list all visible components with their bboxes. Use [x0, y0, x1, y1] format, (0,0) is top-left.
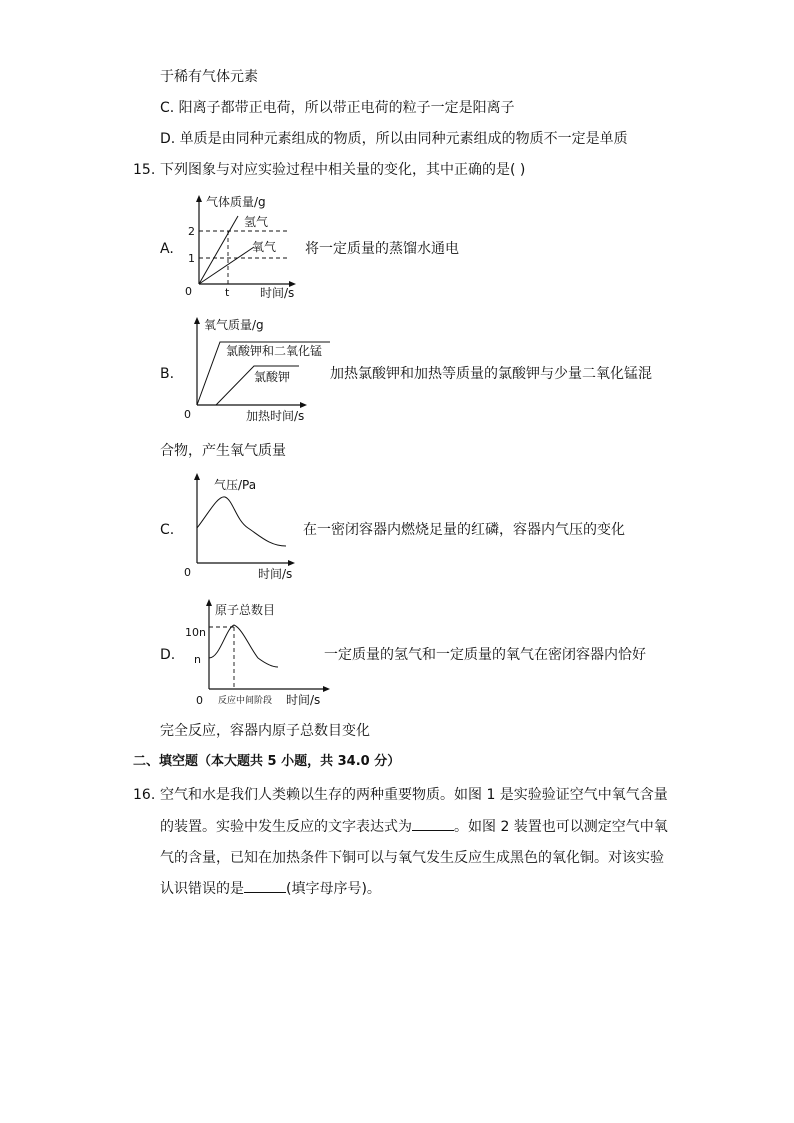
- graph-c-origin: 0: [184, 566, 191, 579]
- graph-a-tick-t: t: [225, 286, 230, 299]
- graph-d-y-arrow: [206, 599, 212, 606]
- graph-d-origin: 0: [196, 694, 203, 707]
- graph-c-pressure-curve: [197, 497, 286, 546]
- graph-a-origin: 0: [185, 285, 192, 298]
- graph-a-ylabel: 气体质量/g: [206, 195, 266, 209]
- graph-a-hydrogen-label: 氢气: [244, 215, 269, 229]
- question-16-line-2: [160, 818, 668, 836]
- option-c-letter: C.: [160, 522, 175, 538]
- option-c-text: C. 阳离子都带正电荷，所以带正电荷的粒子一定是阳离子: [160, 100, 515, 116]
- option-d-desc: 一定质量的氢气和一定质量的氧气在密闭容器内恰好: [324, 647, 646, 663]
- graph-b-xlabel: 加热时间/s: [246, 409, 305, 423]
- graph-d-tick-10n: 10n: [185, 626, 206, 639]
- graph-b-catalyst-label: 氯酸钾和二氧化锰: [226, 344, 323, 358]
- graph-d-atom-curve: [209, 625, 278, 667]
- question-16-line-3: 气的含量，已知在加热条件下铜可以与氧气发生反应生成黑色的氧化铜。对该实验: [160, 850, 664, 866]
- option-d-letter: D.: [160, 647, 176, 663]
- graph-d-xlabel: 时间/s: [286, 693, 321, 707]
- graph-a: [180, 192, 310, 302]
- graph-a-oxygen-line: [199, 247, 254, 284]
- graph-b-ylabel: 氧气质量/g: [204, 318, 264, 332]
- option-b-desc: 加热氯酸钾和加热等质量的氯酸钾与少量二氧化锰混: [330, 366, 652, 382]
- question-16-line-2-b: 。如图 2 装置也可以测定空气中氧: [454, 819, 668, 835]
- graph-a-y-arrow: [196, 195, 202, 202]
- question-16-line-4-b: (填字母序号)。: [286, 881, 381, 897]
- graph-c-y-arrow: [194, 473, 200, 480]
- option-b-letter: B.: [160, 366, 175, 382]
- graph-c-ylabel: 气压/Pa: [214, 478, 257, 492]
- graph-b-plain-label: 氯酸钾: [254, 370, 291, 384]
- graph-b-origin: 0: [184, 408, 191, 421]
- graph-b-x-arrow: [300, 402, 307, 408]
- graph-a-oxygen-label: 氧气: [252, 240, 277, 254]
- answer-blank-2[interactable]: [244, 880, 286, 893]
- graph-d-x-arrow: [323, 686, 330, 692]
- graph-b: [178, 314, 338, 426]
- question-16-number: 16.: [133, 787, 156, 803]
- graph-d-tick-mid: 反应中间阶段: [218, 696, 273, 706]
- section-2-title: 二、填空题（本大题共 5 小题，共 34.0 分）: [133, 754, 401, 769]
- graph-c: [178, 470, 308, 582]
- option-d-text: D. 单质是由同种元素组成的物质，所以由同种元素组成的物质不一定是单质: [160, 131, 628, 147]
- graph-c-xlabel: 时间/s: [258, 567, 293, 581]
- graph-d-tick-n: n: [194, 653, 201, 666]
- question-15-number: 15.: [133, 162, 156, 178]
- question-16-line-2-a: 的装置。实验中发生反应的文字表达式为: [160, 819, 412, 835]
- question-16-line-1: 空气和水是我们人类赖以生存的两种重要物质。如图 1 是实验验证空气中氧气含量: [160, 787, 668, 803]
- graph-d-ylabel: 原子总数目: [215, 603, 276, 617]
- question-16-line-4: [160, 880, 381, 898]
- answer-blank-1[interactable]: [412, 818, 454, 831]
- graph-a-tick-1: 1: [188, 252, 195, 265]
- option-b-desc-continued: 合物，产生氧气质量: [160, 443, 286, 459]
- option-c-desc: 在一密闭容器内燃烧足量的红磷，容器内气压的变化: [303, 522, 625, 538]
- graph-c-x-arrow: [288, 560, 295, 566]
- graph-d: [178, 596, 338, 708]
- question-15-stem: 下列图象与对应实验过程中相关量的变化，其中正确的是( ): [160, 162, 526, 178]
- question-16-line-4-a: 认识错误的是: [160, 881, 244, 897]
- option-d-desc-continued: 完全反应，容器内原子总数目变化: [160, 723, 370, 739]
- graph-b-y-arrow: [194, 317, 200, 324]
- option-a-desc: 将一定质量的蒸馏水通电: [305, 241, 459, 257]
- option-continuation-text: 于稀有气体元素: [160, 69, 258, 85]
- graph-a-hydrogen-line: [199, 216, 238, 284]
- graph-a-tick-2: 2: [188, 225, 195, 238]
- option-a-letter: A.: [160, 241, 174, 257]
- graph-a-xlabel: 时间/s: [260, 286, 295, 300]
